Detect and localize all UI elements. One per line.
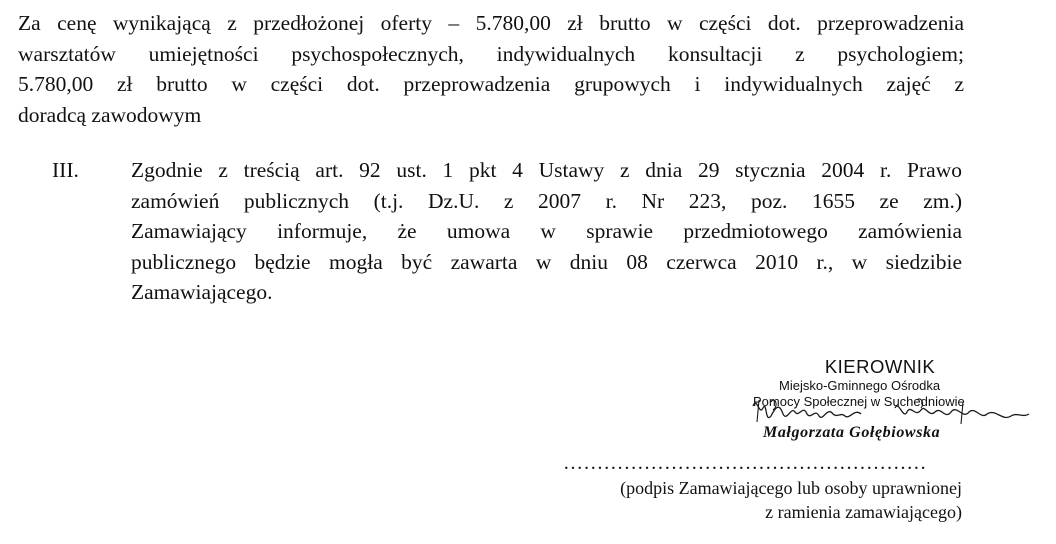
signature-line: ………………………………………………: [563, 452, 927, 474]
stamp-name: Małgorzata Gołębiowska: [763, 424, 941, 441]
paragraph-line: Za cenę wynikającą z przedłożonej oferty – 5.780,00 zł brutto w części dot. przeprowadzenia: [18, 11, 964, 35]
paragraph-line: warsztatów umiejętności psychospołecznych, indywidualnych konsultacji z psychologiem;: [18, 41, 964, 66]
official-stamp: [745, 356, 1035, 451]
section-line: Zgodnie z treścią art. 92 ust. 1 pkt 4 Ustawy z dnia 29 stycznia 2004 r. Prawo: [131, 158, 962, 182]
stamp-title: KIEROWNIK: [824, 356, 936, 377]
section-line: Zamawiającego.: [131, 280, 273, 304]
section-line: publicznego będzie mogła być zawarta w dniu 08 czerwca 2010 r., w siedzibie: [131, 249, 962, 274]
section-line: Zamawiający informuje, że umowa w sprawie przedmiotowego zamówienia: [131, 219, 962, 243]
stamp-institution-line: Pomocy Społecznej w Suchedniowie: [753, 394, 965, 409]
paragraph-line: 5.780,00 zł brutto w części dot. przeprowadzenia grupowych i indywidualnych zajęć z: [18, 72, 964, 96]
paragraph-line: doradcą zawodowym: [18, 102, 202, 127]
signature-caption: [540, 476, 962, 524]
stamp-institution-line: Miejsko-Gminnego Ośrodka: [779, 378, 941, 393]
caption-line: z ramienia zamawiającego): [765, 502, 962, 522]
section-number: III.: [52, 158, 79, 182]
section-body: [131, 155, 962, 308]
handwritten-signature: [745, 356, 1035, 451]
section-line: zamówień publicznych (t.j. Dz.U. z 2007 r. Nr 223, poz. 1655 ze zm.): [131, 188, 962, 213]
award-price-paragraph: [18, 8, 964, 130]
caption-line: (podpis Zamawiającego lub osoby uprawnionej: [620, 478, 962, 498]
